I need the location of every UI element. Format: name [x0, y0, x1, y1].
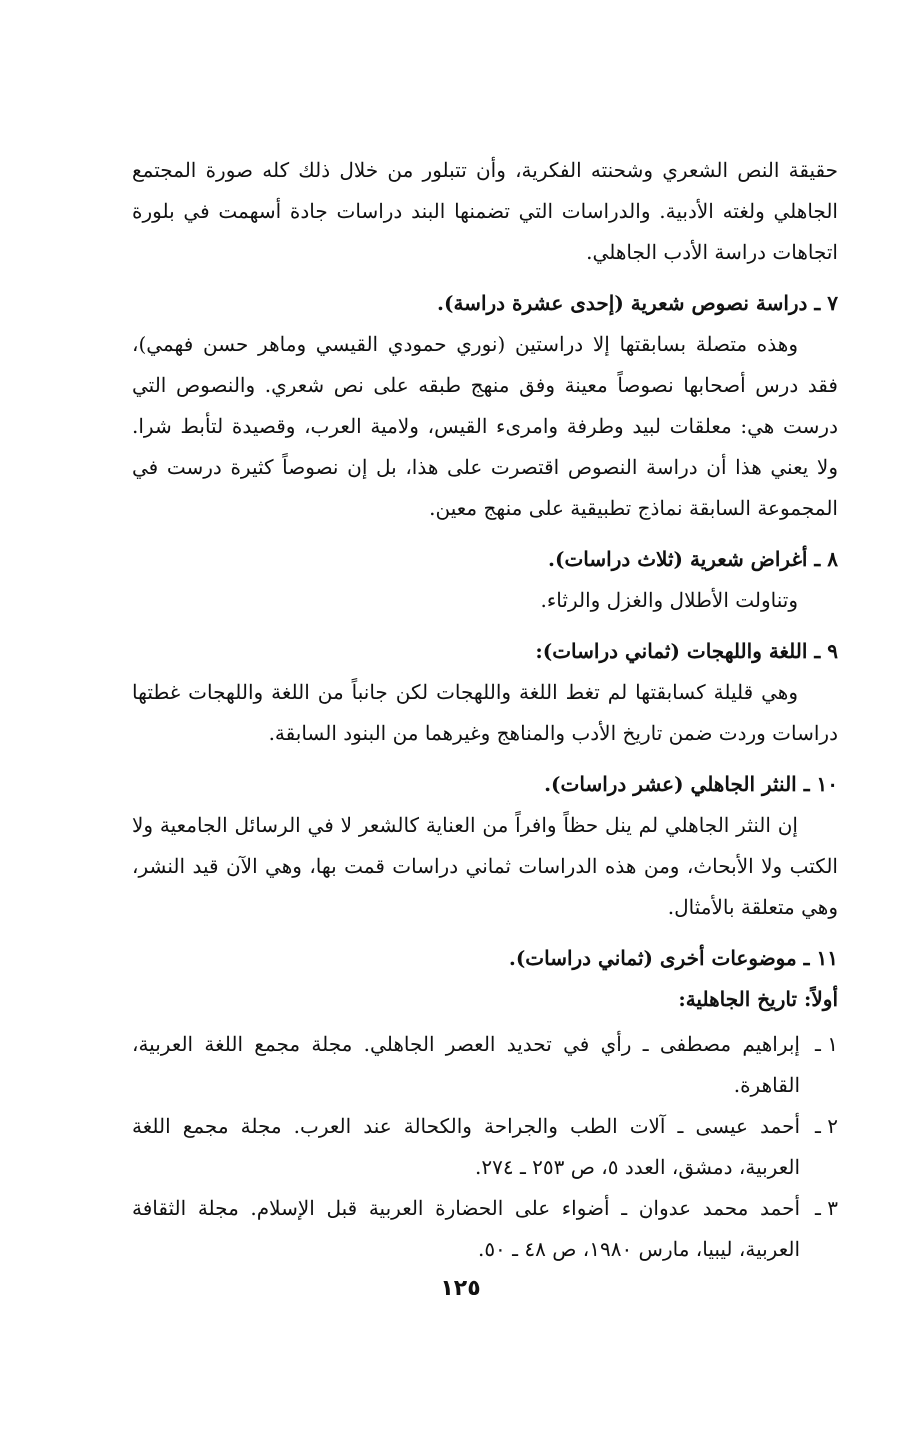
section-11-subheading: أولاً: تاريخ الجاهلية:: [678, 987, 838, 1011]
section-9-heading: ٩ ـ اللغة واللهجات (ثماني دراسات):: [535, 639, 838, 663]
section-8-heading: ٨ ـ أغراض شعرية (ثلاث دراسات).: [548, 547, 838, 571]
reference-text: أحمد عيسى ـ آلات الطب والجراحة والكحالة عند العرب. مجلة مجمع اللغة العربية، دمشق، العدد ٥، ص ٢٥٣ ـ ٢٧٤.: [132, 1114, 800, 1179]
section-7-body: وهذه متصلة بسابقتها إلا دراستين (نوري حمودي القيسي وماهر حسن فهمي)، فقد درس أصحابها نصوصاً معينة وفق منهج طبقه على نص شعري. والنصوص التي درست هي: معلقات لبيد وطرفة وامرىء القيس، ولامية العرب، وقصيدة لتأبط شرا. ولا يعني هذا أن دراسة النصوص اقتصرت على هذا، بل إن نصوصاً كثيرة درست في المجموعة السابقة نماذج تطبيقية على منهج معين.: [132, 332, 838, 520]
section-10-heading: ١٠ ـ النثر الجاهلي (عشر دراسات).: [544, 772, 838, 796]
page-number: ١٢٥: [440, 1276, 481, 1301]
reference-item: [132, 1024, 838, 1106]
section-10-body: إن النثر الجاهلي لم ينل حظاً وافراً من العناية كالشعر لا في الرسائل الجامعية ولا الكتب ولا الأبحاث، ومن هذه الدراسات ثماني دراسات قمت بها، وهي الآن قيد النشر، وهي متعلقة بالأمثال.: [132, 813, 838, 919]
section-7-heading: ٧ ـ دراسة نصوص شعرية (إحدى عشرة دراسة).: [437, 291, 838, 315]
reference-item: [132, 1106, 838, 1188]
page-body: [132, 150, 838, 1270]
reference-text: إبراهيم مصطفى ـ رأي في تحديد العصر الجاهلي. مجلة مجمع اللغة العربية، القاهرة.: [132, 1032, 800, 1097]
reference-number: ٢ ـ: [815, 1114, 838, 1138]
reference-item: [132, 1188, 838, 1270]
reference-text: أحمد محمد عدوان ـ أضواء على الحضارة العربية قبل الإسلام. مجلة الثقافة العربية، ليبيا، مارس ١٩٨٠، ص ٤٨ ـ ٥٠.: [132, 1196, 800, 1261]
reference-number: ١ ـ: [815, 1032, 838, 1056]
reference-number: ٣ ـ: [815, 1196, 838, 1220]
section-11-heading: ١١ ـ موضوعات أخرى (ثماني دراسات).: [508, 946, 838, 970]
section-9-body: وهي قليلة كسابقتها لم تغط اللغة واللهجات لكن جانباً من اللغة واللهجات غطتها دراسات وردت ضمن تاريخ الأدب والمناهج وغيرهما من البنود السابقة.: [132, 680, 838, 745]
section-8-body: وتناولت الأطلال والغزل والرثاء.: [540, 588, 798, 612]
intro-paragraph: حقيقة النص الشعري وشحنته الفكرية، وأن تتبلور من خلال ذلك كله صورة المجتمع الجاهلي ولغته الأدبية. والدراسات التي تضمنها البند دراسات جادة أسهمت في بلورة اتجاهات دراسة الأدب الجاهلي.: [132, 158, 838, 264]
